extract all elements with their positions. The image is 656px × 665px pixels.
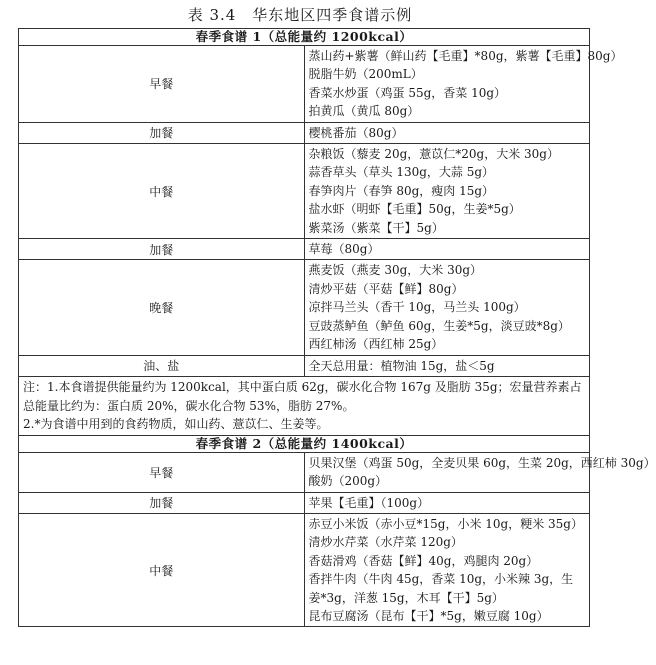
meal-items: [304, 122, 590, 143]
table-row: [19, 122, 590, 143]
table-row: [19, 513, 590, 626]
meal-items: [304, 452, 656, 492]
food-item: 拍黄瓜（黄瓜 80g）: [308, 104, 420, 119]
food-item: 清炒水芹菜（水芹菜 120g）: [308, 535, 463, 550]
notes-row: [19, 376, 590, 435]
food-item: 香菜水炒蛋（鸡蛋 55g，香菜 10g）: [308, 85, 507, 100]
meal-items: [304, 144, 590, 239]
menu1-title-row: [19, 29, 590, 46]
meal-items: [304, 513, 590, 626]
meal-items: [304, 355, 590, 376]
menu-table: [18, 28, 656, 627]
meal-label: 早餐: [19, 46, 305, 123]
food-item: 脱脂牛奶（200mL）: [308, 67, 423, 82]
food-item: 草莓（80g）: [308, 242, 380, 257]
meal-items: [304, 260, 590, 355]
food-item: 燕麦饭（燕麦 30g，大米 30g）: [308, 263, 483, 278]
food-item: 樱桃番茄（80g）: [308, 125, 404, 140]
meal-label: 油、盐: [19, 355, 305, 376]
table-row: [19, 239, 590, 260]
menu2-title: 春季食谱 2（总能量约 1400kcal）: [19, 435, 590, 452]
food-item: 豆豉蒸鲈鱼（鲈鱼 60g，生姜*5g，淡豆豉*8g）: [308, 318, 570, 333]
meal-label: 加餐: [19, 492, 305, 513]
food-item: 赤豆小米饭（赤小豆*15g，小米 10g，粳米 35g）: [308, 516, 583, 531]
food-item: 杂粮饭（藜麦 20g，薏苡仁*20g，大米 30g）: [308, 147, 559, 162]
food-item: 贝果汉堡（鸡蛋 50g，全麦贝果 60g，生菜 20g，西红柿 30g）: [308, 455, 656, 470]
note-text: 注：1.本食谱提供能量约为 1200kcal，其中蛋白质 62g，碳水化合物 167g 及脂肪 35g；宏量营养素占总能量比约为：蛋白质 20%，碳水化合物 53%，脂肪 27%。: [23, 379, 582, 413]
food-item: 西红柿汤（西红柿 25g）: [308, 337, 444, 352]
meal-items: [304, 492, 590, 513]
meal-items: [304, 46, 623, 123]
food-item: 凉拌马兰头（香干 10g，马兰头 100g）: [308, 300, 526, 315]
table-row: [19, 355, 590, 376]
table-row: [19, 452, 590, 492]
food-item: 香拌牛肉（牛肉 45g，香菜 10g，小米辣 3g，生姜*3g，洋葱 15g，木耳【干】5g）: [308, 572, 574, 605]
menu2-title-row: [19, 435, 590, 452]
food-item: 苹果【毛重】（100g）: [308, 495, 430, 510]
meal-label: 早餐: [19, 452, 305, 492]
meal-label: 晚餐: [19, 260, 305, 355]
table-row: [19, 260, 590, 355]
table-row: [19, 492, 590, 513]
food-item: 香菇滑鸡（香菇【鲜】40g，鸡腿肉 20g）: [308, 553, 539, 568]
meal-label: 加餐: [19, 239, 305, 260]
food-item: 昆布豆腐汤（昆布【干】*5g，嫩豆腐 10g）: [308, 608, 549, 623]
food-item: 蒜香草头（草头 130g，大蒜 5g）: [308, 165, 495, 180]
food-item: 酸奶（200g）: [308, 474, 388, 489]
food-item: 全天总用量：植物油 15g，盐＜5g: [308, 358, 495, 373]
meal-label: 中餐: [19, 513, 305, 626]
note-text: 2.*为食谱中用到的食药物质，如山药、薏苡仁、生姜等。: [23, 417, 329, 432]
meal-label: 加餐: [19, 122, 305, 143]
food-item: 清炒平菇（平菇【鲜】80g）: [308, 281, 464, 296]
food-item: 蒸山药+紫薯（鲜山药【毛重】*80g，紫薯【毛重】80g）: [308, 49, 623, 63]
menu1-title: 春季食谱 1（总能量约 1200kcal）: [19, 29, 590, 46]
table-row: [19, 144, 590, 239]
food-item: 春笋肉片（春笋 80g，瘦肉 15g）: [308, 183, 495, 198]
table-row: [19, 46, 590, 123]
table-caption: 表 3.4 华东地区四季食谱示例: [187, 6, 413, 24]
meal-label: 中餐: [19, 144, 305, 239]
meal-items: [304, 239, 590, 260]
food-item: 紫菜汤（紫菜【干】5g）: [308, 220, 444, 235]
menu1-notes: [19, 376, 590, 435]
food-item: 盐水虾（明虾【毛重】50g，生姜*5g）: [308, 202, 521, 217]
